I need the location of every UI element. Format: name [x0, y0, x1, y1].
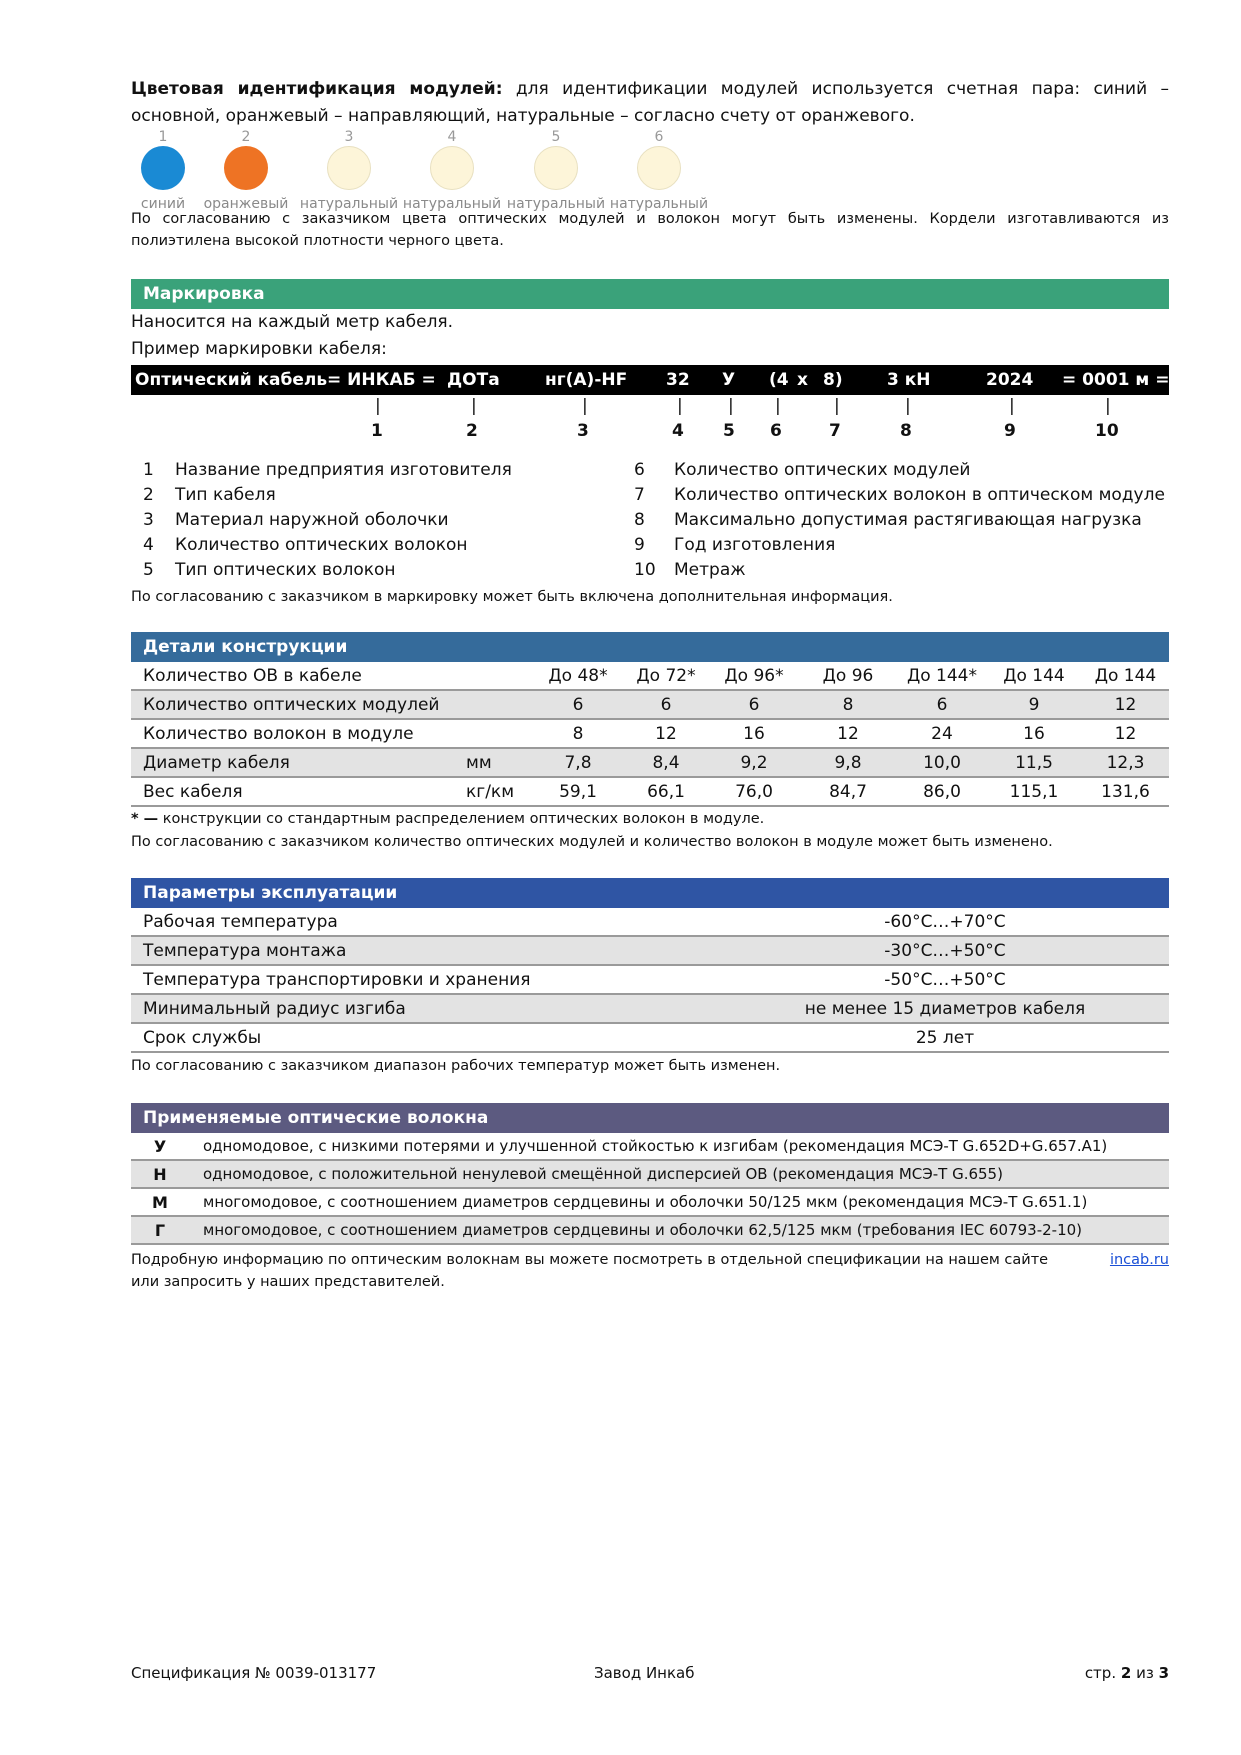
marking-part: нг(А)-HF [545, 370, 628, 390]
module-3 [297, 128, 401, 212]
marking-pipe: | [677, 396, 683, 416]
row-unit: кг/км [454, 777, 534, 806]
cell: До 144* [898, 662, 986, 690]
cell: 7,8 [534, 748, 622, 777]
marking-note: По согласованию с заказчиком в маркировку может быть включена дополнительная информация. [131, 589, 893, 605]
marking-part: = 0001 м = [1062, 370, 1170, 390]
marking-part: ДОТа [447, 370, 500, 390]
legend-item: 8 Максимально допустимая растягивающая нагрузка [634, 510, 1142, 530]
table-row [131, 965, 1169, 994]
marking-index: 8 [900, 421, 912, 441]
cell: 11,5 [986, 748, 1082, 777]
cell: 115,1 [986, 777, 1082, 806]
cell: До 96* [710, 662, 798, 690]
fiber-code: Г [131, 1216, 189, 1244]
cell: До 48* [534, 662, 622, 690]
cell: 12,3 [1082, 748, 1169, 777]
cell: 86,0 [898, 777, 986, 806]
fiber-description: одномодовое, с положительной ненулевой смещённой дисперсией ОВ (рекомендация МСЭ-Т G.655) [189, 1160, 1169, 1188]
row-unit [454, 662, 534, 690]
fibers-note: Подробную информацию по оптическим волокнам вы можете посмотреть в отдельной спецификации на нашем сайте incab.ru или запросить у наших представителей. [131, 1249, 1169, 1293]
marking-pipe: | [775, 396, 781, 416]
param-value: не менее 15 диаметров кабеля [721, 994, 1169, 1023]
cell: 9,8 [798, 748, 898, 777]
footer-company: Завод Инкаб [594, 1664, 695, 1682]
cell: 12 [1082, 719, 1169, 748]
module-4 [400, 128, 504, 212]
fiber-description: многомодовое, с соотношением диаметров сердцевины и оболочки 62,5/125 мкм (требования IEC 60793-2-10) [189, 1216, 1169, 1244]
param-label: Температура монтажа [131, 936, 721, 965]
module-color-name: натуральный [402, 196, 502, 212]
fibers-header: Применяемые оптические волокна [131, 1103, 1169, 1133]
param-label: Минимальный радиус изгиба [131, 994, 721, 1023]
table-row [131, 1160, 1169, 1188]
legend-item: 5 Тип оптических волокон [143, 560, 396, 580]
cell: До 144 [1082, 662, 1169, 690]
module-2 [194, 128, 298, 212]
row-unit [454, 719, 534, 748]
cell: 16 [986, 719, 1082, 748]
marking-index: 7 [829, 421, 841, 441]
table-row [131, 1023, 1169, 1052]
legend-item: 3 Материал наружной оболочки [143, 510, 449, 530]
param-label: Срок службы [131, 1023, 721, 1052]
legend-item: 7 Количество оптических волокон в оптическом модуле [634, 485, 1165, 505]
marking-part: Оптический кабель [135, 370, 328, 390]
fiber-description: одномодовое, с низкими потерями и улучшенной стойкостью к изгибам (рекомендация МСЭ-Т G.652D+G.657.A1) [189, 1133, 1169, 1160]
legend-item: 6 Количество оптических модулей [634, 460, 971, 480]
cell: 84,7 [798, 777, 898, 806]
module-5 [504, 128, 608, 212]
incab-link[interactable]: incab.ru [1109, 1252, 1169, 1268]
module-color-circle [637, 146, 681, 190]
construction-note: По согласованию с заказчиком количество оптических модулей и количество волокон в модуле может быть изменено. [131, 834, 1053, 850]
cell: 12 [1082, 690, 1169, 719]
legend-item: 1 Название предприятия изготовителя [143, 460, 512, 480]
marking-pipe: | [582, 396, 588, 416]
marking-line-1: Наносится на каждый метр кабеля. [131, 312, 454, 332]
marking-part: (4 [769, 370, 789, 390]
module-color-intro [131, 76, 1169, 130]
fiber-code: М [131, 1188, 189, 1216]
marking-index: 1 [371, 421, 383, 441]
table-row [131, 662, 1169, 690]
marking-line-2: Пример маркировки кабеля: [131, 339, 387, 359]
legend-item: 4 Количество оптических волокон [143, 535, 468, 555]
cell: 6 [710, 690, 798, 719]
cell: До 96 [798, 662, 898, 690]
module-color-circle [224, 146, 268, 190]
marking-pipe: | [1105, 396, 1111, 416]
legend-item: 10 Метраж [634, 560, 746, 580]
module-color-circle [327, 146, 371, 190]
legend-item: 2 Тип кабеля [143, 485, 276, 505]
fiber-description: многомодовое, с соотношением диаметров сердцевины и оболочки 50/125 мкм (рекомендация МСЭ-Т G.651.1) [189, 1188, 1169, 1216]
row-label: Количество ОВ в кабеле [131, 662, 454, 690]
cell: До 144 [986, 662, 1082, 690]
cell: 66,1 [622, 777, 710, 806]
marking-part: 8) [823, 370, 843, 390]
marking-pipe: | [471, 396, 477, 416]
module-6 [607, 128, 711, 212]
param-value: -50°С…+50°С [721, 965, 1169, 994]
row-unit: мм [454, 748, 534, 777]
module-color-name: натуральный [506, 196, 606, 212]
marking-part: У [722, 370, 736, 390]
cell: 8,4 [622, 748, 710, 777]
module-number: 3 [344, 129, 354, 145]
table-row [131, 1133, 1169, 1160]
cell: 9 [986, 690, 1082, 719]
param-label: Температура транспортировки и хранения [131, 965, 721, 994]
marking-index: 10 [1095, 421, 1119, 441]
table-row [131, 719, 1169, 748]
cell: До 72* [622, 662, 710, 690]
operation-table [131, 908, 1169, 1053]
module-number: 2 [241, 129, 251, 145]
row-label: Количество волокон в модуле [131, 719, 454, 748]
param-label: Рабочая температура [131, 908, 721, 936]
marking-part: х [797, 370, 808, 390]
table-row [131, 690, 1169, 719]
cell: 6 [898, 690, 986, 719]
row-label: Количество оптических модулей [131, 690, 454, 719]
table-row [131, 1188, 1169, 1216]
marking-example-bar [131, 365, 1169, 395]
color-note: По согласованию с заказчиком цвета оптических модулей и волокон могут быть изменены. Кордели изготавливаются из полиэтилена высокой плотности черного цвета. [131, 211, 1169, 249]
module-color-name: натуральный [299, 196, 399, 212]
module-number: 1 [158, 129, 168, 145]
param-value: -60°С…+70°С [721, 908, 1169, 936]
cell: 24 [898, 719, 986, 748]
table-row [131, 748, 1169, 777]
module-color-circle [141, 146, 185, 190]
intro-bold: Цветовая идентификация модулей: [131, 79, 503, 99]
cell: 6 [534, 690, 622, 719]
marking-index: 5 [723, 421, 735, 441]
marking-pipe: | [375, 396, 381, 416]
module-color-circle [430, 146, 474, 190]
module-color-name: оранжевый [203, 196, 289, 212]
construction-table [131, 662, 1169, 807]
marking-index: 4 [672, 421, 684, 441]
operation-header: Параметры эксплуатации [131, 878, 1169, 908]
cell: 76,0 [710, 777, 798, 806]
module-color-name: синий [140, 196, 186, 212]
marking-index: 2 [466, 421, 478, 441]
cell: 59,1 [534, 777, 622, 806]
marking-index: 6 [770, 421, 782, 441]
marking-part: = ИНКАБ = [327, 370, 436, 390]
row-label: Диаметр кабеля [131, 748, 454, 777]
fiber-code: Н [131, 1160, 189, 1188]
cell: 12 [622, 719, 710, 748]
marking-part: 2024 [986, 370, 1034, 390]
cell: 6 [622, 690, 710, 719]
construction-star-note: * — конструкции со стандартным распределением оптических волокон в модуле. [131, 811, 765, 827]
marking-index: 3 [577, 421, 589, 441]
table-row [131, 994, 1169, 1023]
fiber-code: У [131, 1133, 189, 1160]
module-number: 5 [551, 129, 561, 145]
marking-pipe: | [728, 396, 734, 416]
footer-spec: Спецификация № 0039-013177 [131, 1664, 377, 1682]
module-number: 4 [447, 129, 457, 145]
module-color-circle [534, 146, 578, 190]
marking-part: 3 кН [887, 370, 931, 390]
table-row [131, 936, 1169, 965]
cell: 16 [710, 719, 798, 748]
cell: 131,6 [1082, 777, 1169, 806]
marking-pipe: | [905, 396, 911, 416]
construction-header: Детали конструкции [131, 632, 1169, 662]
marking-index: 9 [1004, 421, 1016, 441]
row-unit [454, 690, 534, 719]
marking-pipe: | [1009, 396, 1015, 416]
operation-note: По согласованию с заказчиком диапазон рабочих температур может быть изменен. [131, 1058, 781, 1074]
cell: 12 [798, 719, 898, 748]
module-number: 6 [654, 129, 664, 145]
module-color-name: натуральный [609, 196, 709, 212]
footer-page-number: стр. 2 из 3 [1084, 1664, 1169, 1682]
fibers-table [131, 1133, 1169, 1245]
table-row [131, 777, 1169, 806]
param-value: 25 лет [721, 1023, 1169, 1052]
cell: 8 [798, 690, 898, 719]
table-row [131, 908, 1169, 936]
row-label: Вес кабеля [131, 777, 454, 806]
marking-pipe: | [834, 396, 840, 416]
intro-text: для идентификации модулей используется счетная пара: синий – основной, оранжевый – направляющий, натуральные – согласно счету от оранжевого. [131, 79, 1169, 126]
cell: 10,0 [898, 748, 986, 777]
cell: 8 [534, 719, 622, 748]
legend-item: 9 Год изготовления [634, 535, 836, 555]
marking-part: 32 [666, 370, 690, 390]
cell: 9,2 [710, 748, 798, 777]
param-value: -30°С…+50°С [721, 936, 1169, 965]
marking-header: Маркировка [131, 279, 1169, 309]
table-row [131, 1216, 1169, 1244]
